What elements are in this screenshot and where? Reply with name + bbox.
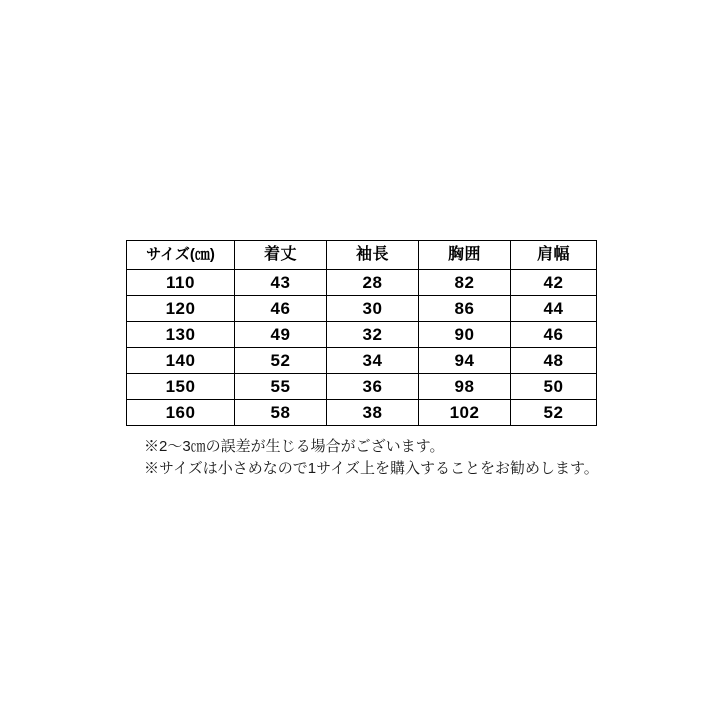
column-header-size: サイズ(㎝) bbox=[127, 241, 235, 270]
cell-chest: 82 bbox=[419, 270, 511, 296]
column-header-shoulder: 肩幅 bbox=[511, 241, 597, 270]
cell-chest: 102 bbox=[419, 400, 511, 426]
cell-chest: 90 bbox=[419, 322, 511, 348]
cell-sleeve: 38 bbox=[327, 400, 419, 426]
cell-sleeve: 34 bbox=[327, 348, 419, 374]
cell-length: 46 bbox=[235, 296, 327, 322]
cell-sleeve: 32 bbox=[327, 322, 419, 348]
cell-shoulder: 48 bbox=[511, 348, 597, 374]
cell-chest: 86 bbox=[419, 296, 511, 322]
column-header-chest: 胸囲 bbox=[419, 241, 511, 270]
cell-chest: 94 bbox=[419, 348, 511, 374]
cell-shoulder: 52 bbox=[511, 400, 597, 426]
cell-chest: 98 bbox=[419, 374, 511, 400]
cell-shoulder: 50 bbox=[511, 374, 597, 400]
cell-sleeve: 30 bbox=[327, 296, 419, 322]
cell-length: 55 bbox=[235, 374, 327, 400]
table-row bbox=[127, 348, 597, 374]
cell-size: 110 bbox=[127, 270, 235, 296]
column-header-length: 着丈 bbox=[235, 241, 327, 270]
cell-length: 52 bbox=[235, 348, 327, 374]
cell-size: 140 bbox=[127, 348, 235, 374]
notes-block bbox=[144, 436, 614, 480]
cell-length: 43 bbox=[235, 270, 327, 296]
table-header-row bbox=[127, 241, 597, 270]
cell-sleeve: 36 bbox=[327, 374, 419, 400]
table-header bbox=[127, 241, 597, 270]
table-row bbox=[127, 270, 597, 296]
cell-size: 160 bbox=[127, 400, 235, 426]
cell-size: 130 bbox=[127, 322, 235, 348]
table-row bbox=[127, 400, 597, 426]
cell-size: 150 bbox=[127, 374, 235, 400]
note-tolerance: ※2～3㎝の誤差が生じる場合がございます。 bbox=[144, 438, 445, 455]
size-chart-table bbox=[126, 240, 597, 426]
size-chart bbox=[126, 240, 596, 426]
table-row bbox=[127, 296, 597, 322]
table-body bbox=[127, 270, 597, 426]
cell-size: 120 bbox=[127, 296, 235, 322]
column-header-sleeve: 袖長 bbox=[327, 241, 419, 270]
table-row bbox=[127, 322, 597, 348]
cell-length: 49 bbox=[235, 322, 327, 348]
note-sizing-advice: ※サイズは小さめなので1サイズ上を購入することをお勧めします。 bbox=[144, 460, 599, 477]
cell-sleeve: 28 bbox=[327, 270, 419, 296]
table-row bbox=[127, 374, 597, 400]
cell-shoulder: 44 bbox=[511, 296, 597, 322]
cell-shoulder: 42 bbox=[511, 270, 597, 296]
cell-length: 58 bbox=[235, 400, 327, 426]
cell-shoulder: 46 bbox=[511, 322, 597, 348]
